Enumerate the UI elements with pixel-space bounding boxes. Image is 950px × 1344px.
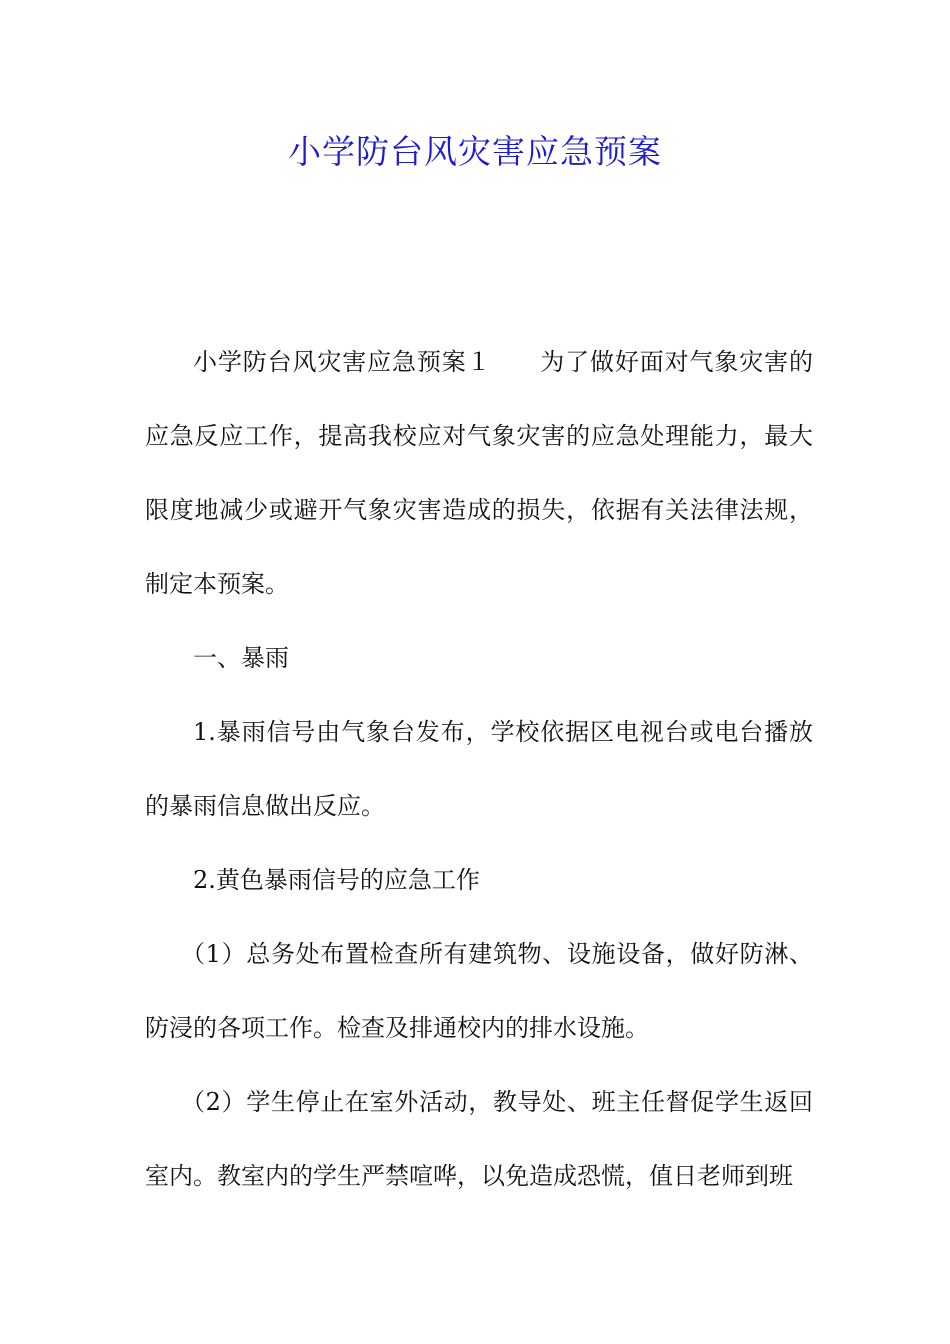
paragraph-item-1: 1.暴雨信号由气象台发布，学校依据区电视台或电台播放的暴雨信息做出反应。 (145, 718, 813, 820)
intro-lead: 小学防台风灾害应急预案１ (193, 348, 492, 376)
document-body (145, 325, 813, 1213)
paragraph-item-2: 2.黄色暴雨信号的应急工作 (193, 866, 480, 894)
section-heading-rainstorm: 一、暴雨 (193, 644, 289, 672)
paragraph-subitem-1: （1）总务处布置检查所有建筑物、设施设备，做好防淋、防浸的各项工作。检查及排通校内的排水设施。 (145, 940, 813, 1042)
paragraph-intro (145, 325, 813, 621)
paragraph-subitem-2: （2）学生停止在室外活动，教导处、班主任督促学生返回室内。教室内的学生严禁喧哗，以免造成恐慌，值日老师到班 (145, 1088, 813, 1190)
intro-text: 为了做好面对气象灾害的应急反应工作，提高我校应对气象灾害的应急处理能力，最大限度地减少或避开气象灾害造成的损失，依据有关法律法规，制定本预案。 (145, 348, 814, 598)
document-title: 小学防台风灾害应急预案 (288, 132, 662, 171)
